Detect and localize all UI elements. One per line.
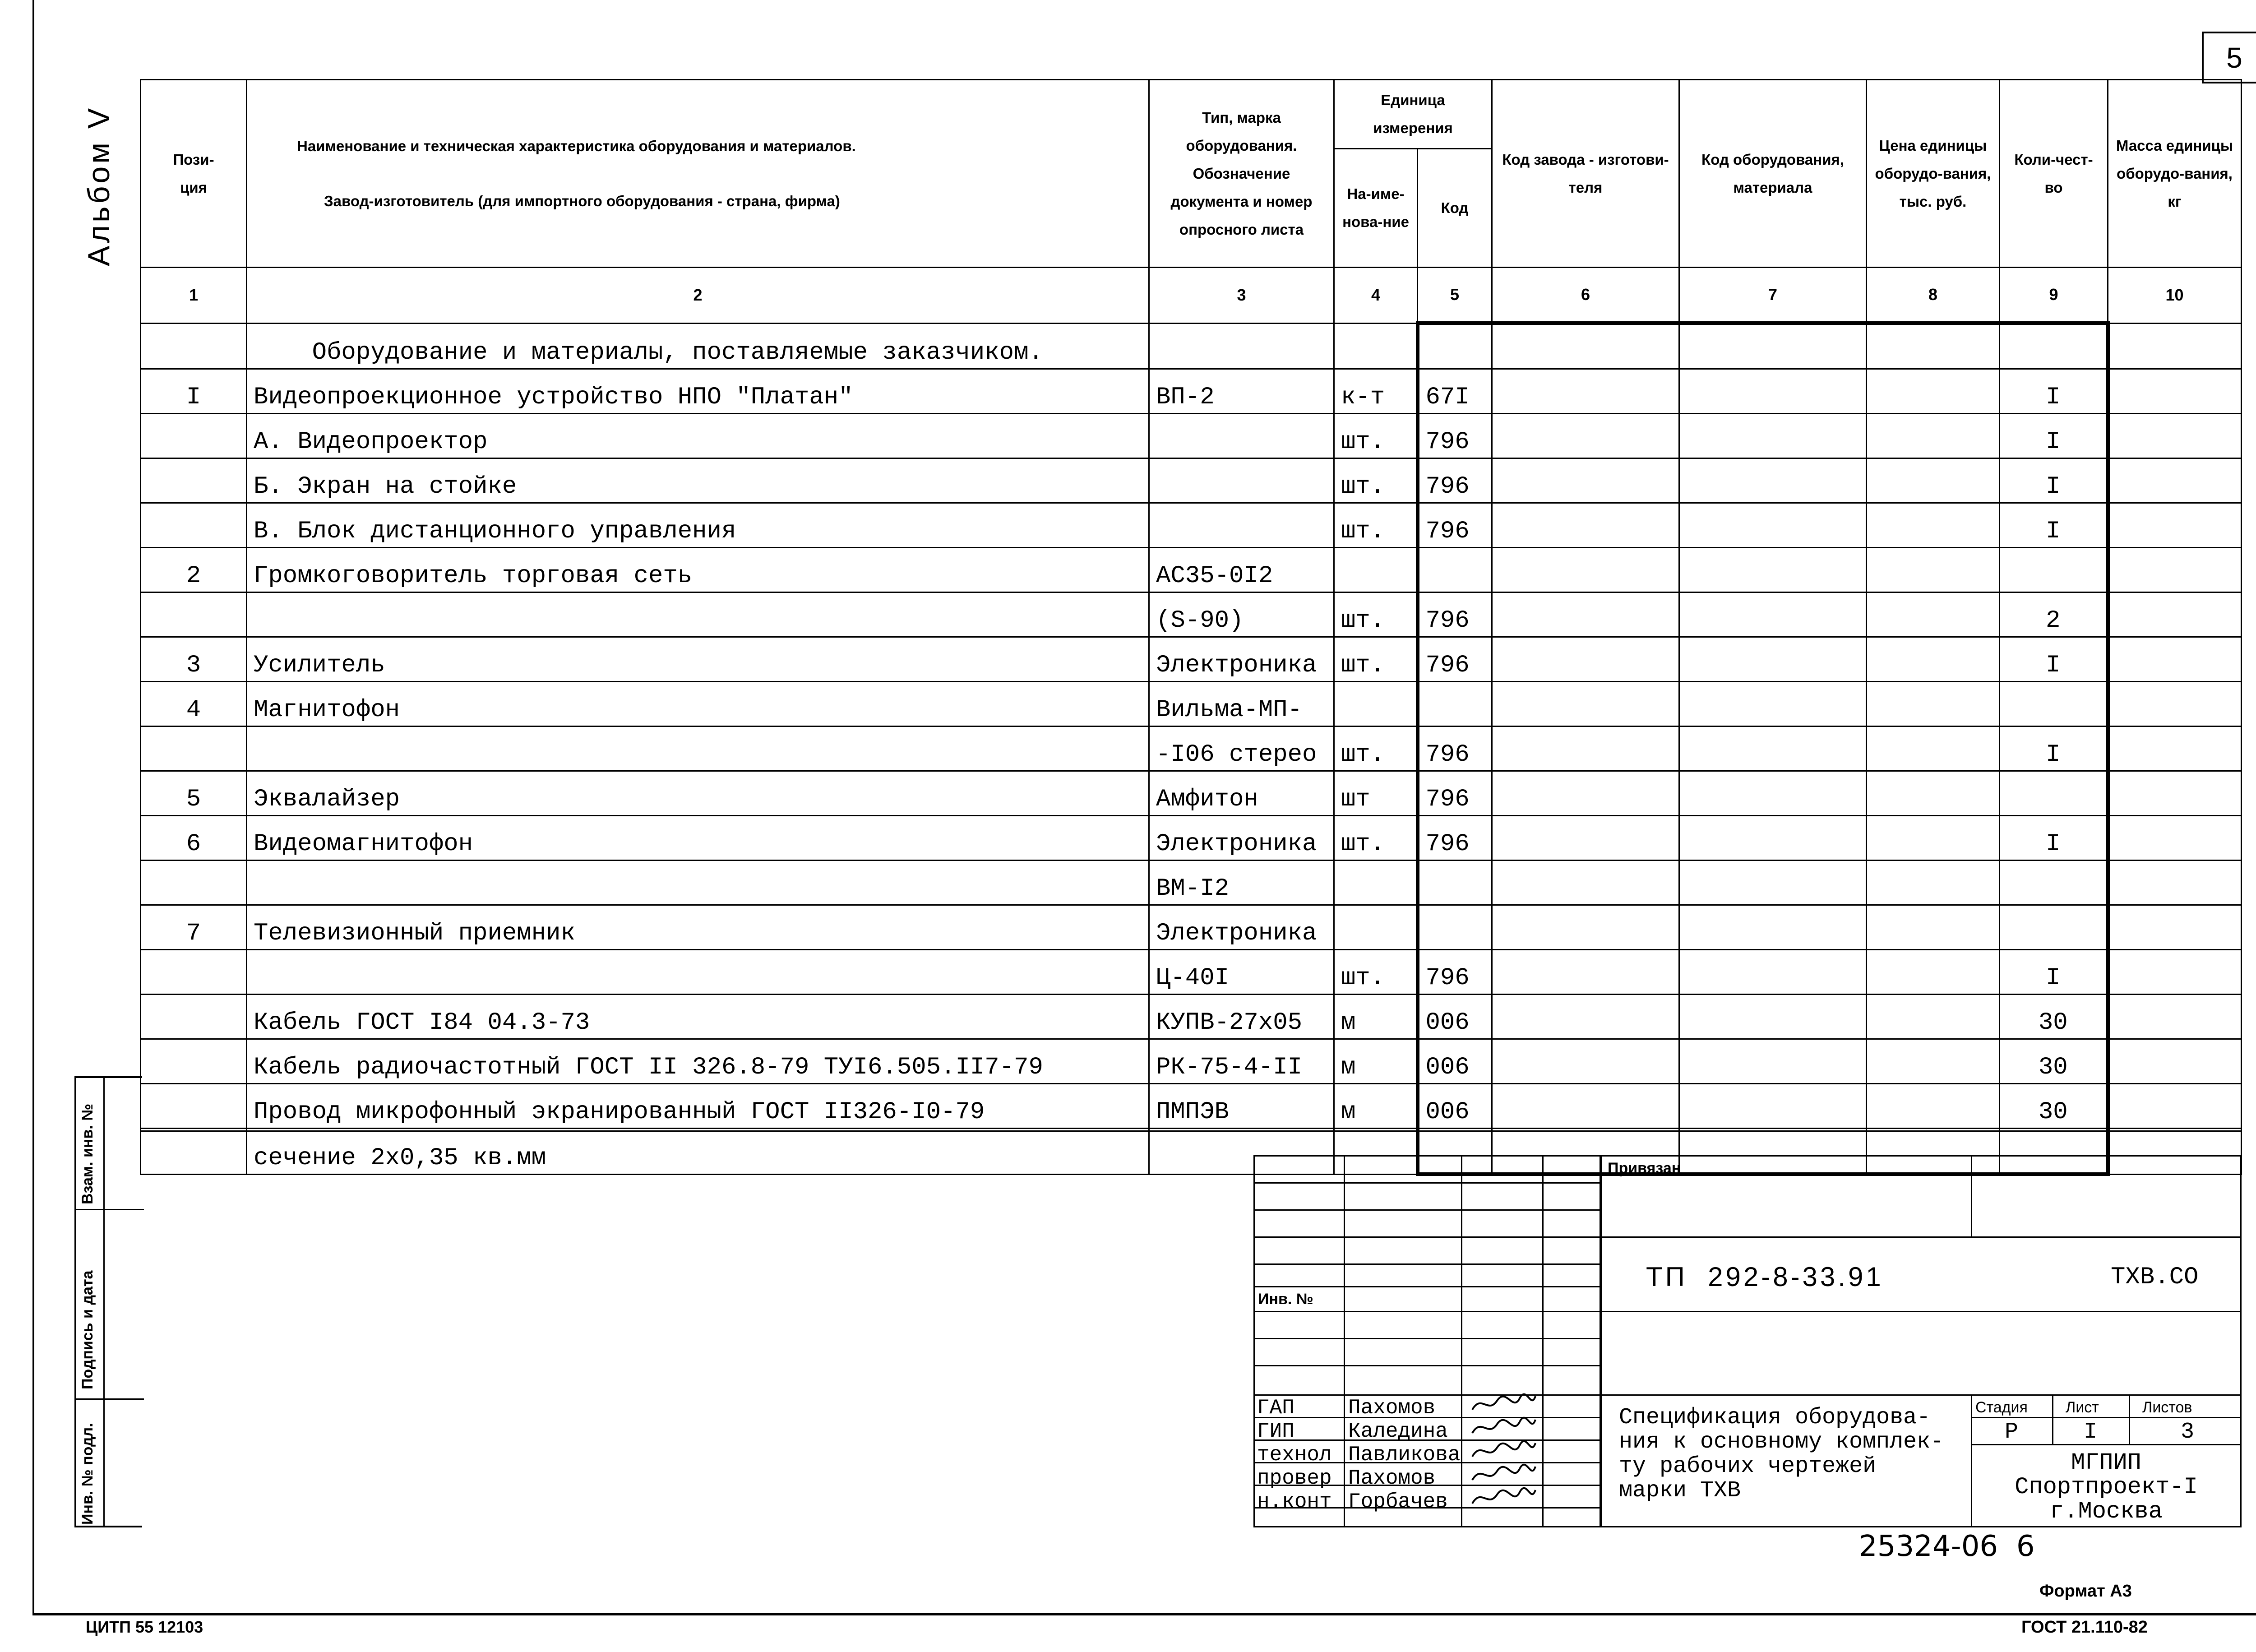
cell-position <box>141 503 247 548</box>
header-price: Цена единицы оборудо-вания, тыс. руб. <box>1867 80 2000 268</box>
table-row <box>141 592 2242 637</box>
cell-unit-code <box>1418 682 1492 727</box>
stamp-hline <box>1253 1263 1601 1265</box>
cell-name: Видеомагнитофон <box>247 816 1149 861</box>
cell-position <box>141 995 247 1039</box>
cell-unit-name: шт. <box>1334 816 1418 861</box>
header-name-line1: Наименование и техническая характеристика оборудования и материалов. <box>297 137 856 154</box>
cell-name: Видеопроекционное устройство НПО "Платан" <box>247 369 1149 414</box>
cell-equipment-code <box>1679 995 1867 1039</box>
side-label-podpis: Подпись и дата <box>79 1270 96 1389</box>
cell-quantity <box>2000 861 2108 905</box>
cell-factory-code <box>1492 771 1679 816</box>
cell-price <box>1867 503 2000 548</box>
stamp-person-name: Пахомов <box>1348 1396 1436 1420</box>
table-row <box>141 458 2242 503</box>
cell-type: -I06 стерео <box>1149 727 1334 771</box>
side-divider <box>76 1398 144 1400</box>
cell-price <box>1867 682 2000 727</box>
cell-mass <box>2108 816 2242 861</box>
stamp-role: технол <box>1257 1443 1332 1467</box>
table-row <box>141 1039 2242 1084</box>
cell-unit-code: 006 <box>1418 995 1492 1039</box>
cell-position: I <box>141 369 247 414</box>
cell-position <box>141 1129 247 1175</box>
cell-name: В. Блок дистанционного управления <box>247 503 1149 548</box>
cell-factory-code <box>1492 414 1679 458</box>
cell-factory-code <box>1492 592 1679 637</box>
cell-name: Магнитофон <box>247 682 1149 727</box>
cell-unit-name <box>1334 905 1418 950</box>
stamp-person-name: Павликова <box>1348 1443 1461 1467</box>
table-row <box>141 905 2242 950</box>
cell-unit-code: 006 <box>1418 1039 1492 1084</box>
cell-mass <box>2108 503 2242 548</box>
cell-type: РК-75-4-II <box>1149 1039 1334 1084</box>
cell-mass <box>2108 905 2242 950</box>
stamp-person-name: Пахомов <box>1348 1467 1436 1490</box>
cell-price <box>1867 323 2000 369</box>
cell-mass <box>2108 458 2242 503</box>
cell-mass <box>2108 369 2242 414</box>
table-row <box>141 503 2242 548</box>
cell-quantity <box>2000 323 2108 369</box>
cell-unit-code: 796 <box>1418 727 1492 771</box>
table-row <box>141 861 2242 905</box>
cell-unit-name <box>1334 548 1418 592</box>
stamp-role: ГИП <box>1257 1420 1294 1443</box>
cell-mass <box>2108 861 2242 905</box>
cell-unit-name: шт. <box>1334 950 1418 995</box>
cell-unit-code <box>1418 548 1492 592</box>
cell-name: Кабель ГОСТ I84 04.3-73 <box>247 995 1149 1039</box>
cell-unit-name: шт. <box>1334 414 1418 458</box>
header-quantity: Коли-чест-во <box>2000 80 2108 268</box>
stamp-vline <box>1542 1155 1544 1527</box>
cell-price <box>1867 548 2000 592</box>
cell-unit-code: 67I <box>1418 369 1492 414</box>
cell-factory-code <box>1492 682 1679 727</box>
cell-unit-name: м <box>1334 995 1418 1039</box>
cell-mass <box>2108 592 2242 637</box>
cell-price <box>1867 816 2000 861</box>
cell-quantity: I <box>2000 727 2108 771</box>
cell-factory-code <box>1492 637 1679 682</box>
cell-name: Оборудование и материалы, поставляемые заказчиком. <box>247 323 1149 369</box>
cell-equipment-code <box>1679 369 1867 414</box>
cell-name: Б. Экран на стойке <box>247 458 1149 503</box>
column-number-9: 9 <box>2000 268 2108 324</box>
cell-unit-name: шт. <box>1334 727 1418 771</box>
cell-unit-code <box>1418 905 1492 950</box>
cell-quantity: I <box>2000 369 2108 414</box>
stamp-person-name: Каледина <box>1348 1420 1448 1443</box>
stamp-sheets-label: Листов <box>2142 1399 2192 1416</box>
cell-price <box>1867 1039 2000 1084</box>
cell-unit-name <box>1334 323 1418 369</box>
cell-factory-code <box>1492 995 1679 1039</box>
cell-equipment-code <box>1679 1084 1867 1129</box>
cell-unit-code <box>1418 323 1492 369</box>
cell-unit-code: 796 <box>1418 771 1492 816</box>
cell-name <box>247 727 1149 771</box>
cell-factory-code <box>1492 323 1679 369</box>
cell-mass <box>2108 1084 2242 1129</box>
cell-position <box>141 592 247 637</box>
cell-equipment-code <box>1679 323 1867 369</box>
side-label-inv: Инв. № подл. <box>79 1423 96 1525</box>
stamp-role: ГАП <box>1257 1396 1294 1420</box>
stamp-stage-label: Стадия <box>1975 1399 2028 1416</box>
cell-equipment-code <box>1679 1039 1867 1084</box>
album-label: Альбом V <box>82 105 116 266</box>
cell-position <box>141 414 247 458</box>
table-row <box>141 548 2242 592</box>
cell-price <box>1867 414 2000 458</box>
header-equipment-code: Код оборудования, материала <box>1679 80 1867 268</box>
cell-type: ВМ-I2 <box>1149 861 1334 905</box>
stamp-stage: Р <box>2005 1419 2019 1445</box>
cell-position: 3 <box>141 637 247 682</box>
title-block <box>1253 1155 2242 1527</box>
cell-name <box>247 592 1149 637</box>
cell-position <box>141 950 247 995</box>
stamp-vline <box>1344 1155 1345 1527</box>
stamp-vline <box>1461 1155 1462 1527</box>
side-divider <box>76 1209 144 1210</box>
cell-quantity <box>2000 905 2108 950</box>
cell-type: Вильма-МП- <box>1149 682 1334 727</box>
cell-type: КУПВ-27х05 <box>1149 995 1334 1039</box>
header-factory-code: Код завода - изготови-теля <box>1492 80 1679 268</box>
header-name <box>247 80 1149 268</box>
cell-type: ВП-2 <box>1149 369 1334 414</box>
header-position: Пози- ция <box>141 80 247 268</box>
cell-quantity: I <box>2000 950 2108 995</box>
cell-equipment-code <box>1679 905 1867 950</box>
table-bottom-rule <box>140 1130 2241 1132</box>
table-row <box>141 414 2242 458</box>
table-row <box>141 369 2242 414</box>
cell-unit-name: шт. <box>1334 458 1418 503</box>
cell-type: (S-90) <box>1149 592 1334 637</box>
footer-left: ЦИТП 55 12103 <box>86 1618 203 1636</box>
stamp-title: Спецификация оборудова- ния к основному комплек- ту рабочих чертежей марки ТХВ <box>1619 1405 1944 1504</box>
stamp-vline <box>2129 1394 2130 1444</box>
cell-price <box>1867 771 2000 816</box>
cell-equipment-code <box>1679 548 1867 592</box>
cell-unit-code <box>1418 861 1492 905</box>
stamp-role: провер <box>1257 1467 1332 1490</box>
cell-factory-code <box>1492 369 1679 414</box>
cell-mass <box>2108 682 2242 727</box>
cell-mass <box>2108 414 2242 458</box>
stamp-role: н.конт <box>1257 1490 1332 1513</box>
table-row <box>141 727 2242 771</box>
table-row <box>141 682 2242 727</box>
cell-mass <box>2108 1039 2242 1084</box>
cell-equipment-code <box>1679 637 1867 682</box>
cell-quantity: 2 <box>2000 592 2108 637</box>
specification-table <box>140 79 2242 1176</box>
stamp-hline <box>1971 1417 2242 1418</box>
cell-type <box>1149 414 1334 458</box>
cell-mass <box>2108 950 2242 995</box>
cell-name: Громкоговоритель торговая сеть <box>247 548 1149 592</box>
cell-unit-code: 006 <box>1418 1084 1492 1129</box>
cell-quantity: 30 <box>2000 1039 2108 1084</box>
cell-quantity: I <box>2000 414 2108 458</box>
format-label: Формат А3 <box>2039 1582 2132 1601</box>
cell-equipment-code <box>1679 816 1867 861</box>
cell-quantity <box>2000 548 2108 592</box>
cell-name: А. Видеопроектор <box>247 414 1149 458</box>
cell-equipment-code <box>1679 950 1867 995</box>
stamp-doc-code: ТП 292-8-33.91 <box>1646 1262 1884 1292</box>
side-approval-strip <box>74 1076 142 1527</box>
cell-unit-name <box>1334 682 1418 727</box>
cell-price <box>1867 1084 2000 1129</box>
stamp-hline <box>1253 1209 1601 1211</box>
stamp-sheet: I <box>2084 1419 2098 1445</box>
side-label-vzam: Взам. инв. № <box>79 1103 96 1204</box>
cell-factory-code <box>1492 950 1679 995</box>
cell-type: АС35-0I2 <box>1149 548 1334 592</box>
table-row <box>141 771 2242 816</box>
stamp-organization: МГПИП Спортпроект-I г.Москва <box>2015 1449 2198 1525</box>
cell-quantity <box>2000 682 2108 727</box>
cell-position <box>141 861 247 905</box>
cell-equipment-code <box>1679 414 1867 458</box>
cell-price <box>1867 369 2000 414</box>
column-number-5: 5 <box>1418 268 1492 324</box>
cell-type <box>1149 458 1334 503</box>
cell-quantity <box>2000 771 2108 816</box>
cell-unit-name: к-т <box>1334 369 1418 414</box>
cell-unit-name: шт <box>1334 771 1418 816</box>
column-number-3: 3 <box>1149 268 1334 324</box>
cell-unit-name <box>1334 861 1418 905</box>
cell-factory-code <box>1492 861 1679 905</box>
column-number-7: 7 <box>1679 268 1867 324</box>
cell-type: Электроника <box>1149 637 1334 682</box>
cell-price <box>1867 861 2000 905</box>
cell-name: Усилитель <box>247 637 1149 682</box>
cell-unit-code: 796 <box>1418 592 1492 637</box>
stamp-hline <box>1253 1286 1601 1287</box>
cell-factory-code <box>1492 905 1679 950</box>
cell-type <box>1149 503 1334 548</box>
cell-unit-code: 796 <box>1418 816 1492 861</box>
cell-unit-name: шт. <box>1334 637 1418 682</box>
cell-unit-code: 796 <box>1418 637 1492 682</box>
header-mass: Масса единицы оборудо-вания, кг <box>2108 80 2242 268</box>
cell-price <box>1867 905 2000 950</box>
stamp-hline <box>1253 1365 1601 1366</box>
cell-position: 7 <box>141 905 247 950</box>
stamp-hline <box>1253 1338 1601 1339</box>
stamp-hline <box>1601 1394 2242 1396</box>
page-number: 5 <box>2202 32 2256 83</box>
stamp-vline <box>2052 1394 2053 1444</box>
stamp-hline <box>1601 1311 2242 1312</box>
cell-type: ПМПЭВ <box>1149 1084 1334 1129</box>
archive-number: 25324-06 6 <box>1859 1530 2035 1563</box>
cell-type: Амфитон <box>1149 771 1334 816</box>
stamp-hline <box>1253 1394 1601 1396</box>
cell-position <box>141 323 247 369</box>
cell-position: 2 <box>141 548 247 592</box>
column-number-8: 8 <box>1867 268 2000 324</box>
column-number-1: 1 <box>141 268 247 324</box>
cell-unit-name: м <box>1334 1084 1418 1129</box>
cell-equipment-code <box>1679 592 1867 637</box>
stamp-doc-mark: ТХВ.СО <box>2111 1263 2199 1291</box>
cell-type: Электроника <box>1149 816 1334 861</box>
cell-name: сечение 2х0,35 кв.мм <box>247 1129 1149 1175</box>
cell-position <box>141 458 247 503</box>
stamp-vline <box>1971 1155 1972 1236</box>
cell-position <box>141 1039 247 1084</box>
cell-price <box>1867 592 2000 637</box>
cell-name: Эквалайзер <box>247 771 1149 816</box>
cell-price <box>1867 637 2000 682</box>
cell-name: Провод микрофонный экранированный ГОСТ II326-I0-79 <box>247 1084 1149 1129</box>
table-row <box>141 816 2242 861</box>
signature-mark <box>1470 1485 1538 1516</box>
table-row <box>141 995 2242 1039</box>
cell-factory-code <box>1492 503 1679 548</box>
cell-unit-code: 796 <box>1418 414 1492 458</box>
stamp-inv-label: Инв. № <box>1258 1291 1313 1308</box>
cell-quantity: I <box>2000 637 2108 682</box>
cell-name <box>247 861 1149 905</box>
stamp-hline <box>1253 1236 1601 1238</box>
cell-quantity: I <box>2000 816 2108 861</box>
cell-unit-name: шт. <box>1334 503 1418 548</box>
cell-price <box>1867 458 2000 503</box>
cell-price <box>1867 727 2000 771</box>
cell-position: 4 <box>141 682 247 727</box>
cell-mass <box>2108 727 2242 771</box>
cell-unit-code: 796 <box>1418 503 1492 548</box>
cell-name: Телевизионный приемник <box>247 905 1149 950</box>
header-unit-name: На-име-нова-ние <box>1334 149 1418 268</box>
cell-equipment-code <box>1679 727 1867 771</box>
cell-factory-code <box>1492 548 1679 592</box>
cell-type <box>1149 323 1334 369</box>
stamp-hline <box>1253 1182 1601 1184</box>
stamp-vline <box>1971 1394 1972 1527</box>
column-number-6: 6 <box>1492 268 1679 324</box>
cell-name <box>247 950 1149 995</box>
cell-factory-code <box>1492 816 1679 861</box>
cell-equipment-code <box>1679 861 1867 905</box>
cell-position: 5 <box>141 771 247 816</box>
cell-equipment-code <box>1679 458 1867 503</box>
header-unit: Единица измерения <box>1334 80 1492 149</box>
cell-position: 6 <box>141 816 247 861</box>
cell-factory-code <box>1492 727 1679 771</box>
cell-type: Ц-40I <box>1149 950 1334 995</box>
stamp-hline <box>1253 1311 1601 1312</box>
cell-quantity: I <box>2000 503 2108 548</box>
column-number-4: 4 <box>1334 268 1418 324</box>
stamp-hline <box>1601 1236 2242 1238</box>
cell-unit-name: м <box>1334 1039 1418 1084</box>
column-number-2: 2 <box>247 268 1149 324</box>
cell-price <box>1867 950 2000 995</box>
stamp-sheets: 3 <box>2181 1419 2195 1445</box>
cell-quantity: 30 <box>2000 1084 2108 1129</box>
header-unit-code: Код <box>1418 149 1492 268</box>
cell-equipment-code <box>1679 503 1867 548</box>
cell-mass <box>2108 323 2242 369</box>
stamp-sheet-label: Лист <box>2066 1399 2099 1416</box>
cell-equipment-code <box>1679 682 1867 727</box>
cell-mass <box>2108 637 2242 682</box>
table-row <box>141 637 2242 682</box>
table-row <box>141 323 2242 369</box>
cell-unit-code: 796 <box>1418 458 1492 503</box>
cell-factory-code <box>1492 1039 1679 1084</box>
table-row <box>141 1084 2242 1129</box>
cell-unit-name: шт. <box>1334 592 1418 637</box>
cell-quantity: I <box>2000 458 2108 503</box>
cell-position <box>141 727 247 771</box>
cell-mass <box>2108 771 2242 816</box>
cell-name: Кабель радиочастотный ГОСТ II 326.8-79 ТУI6.505.II7-79 <box>247 1039 1149 1084</box>
header-name-line2: Завод-изготовитель (для импортного оборудования - страна, фирма) <box>324 192 840 209</box>
header-type: Тип, марка оборудования. Обозначение документа и номер опросного листа <box>1149 80 1334 268</box>
footer-right: ГОСТ 21.110-82 <box>2021 1618 2148 1637</box>
cell-mass <box>2108 995 2242 1039</box>
column-number-10: 10 <box>2108 268 2242 324</box>
cell-factory-code <box>1492 1084 1679 1129</box>
cell-unit-code: 796 <box>1418 950 1492 995</box>
stamp-person-name: Горбачев <box>1348 1490 1448 1513</box>
cell-factory-code <box>1492 458 1679 503</box>
cell-quantity: 30 <box>2000 995 2108 1039</box>
stamp-privyazan: Привязан <box>1608 1160 1681 1177</box>
table-row <box>141 950 2242 995</box>
cell-equipment-code <box>1679 771 1867 816</box>
cell-position <box>141 1084 247 1129</box>
cell-type: Электроника <box>1149 905 1334 950</box>
cell-mass <box>2108 548 2242 592</box>
cell-price <box>1867 995 2000 1039</box>
